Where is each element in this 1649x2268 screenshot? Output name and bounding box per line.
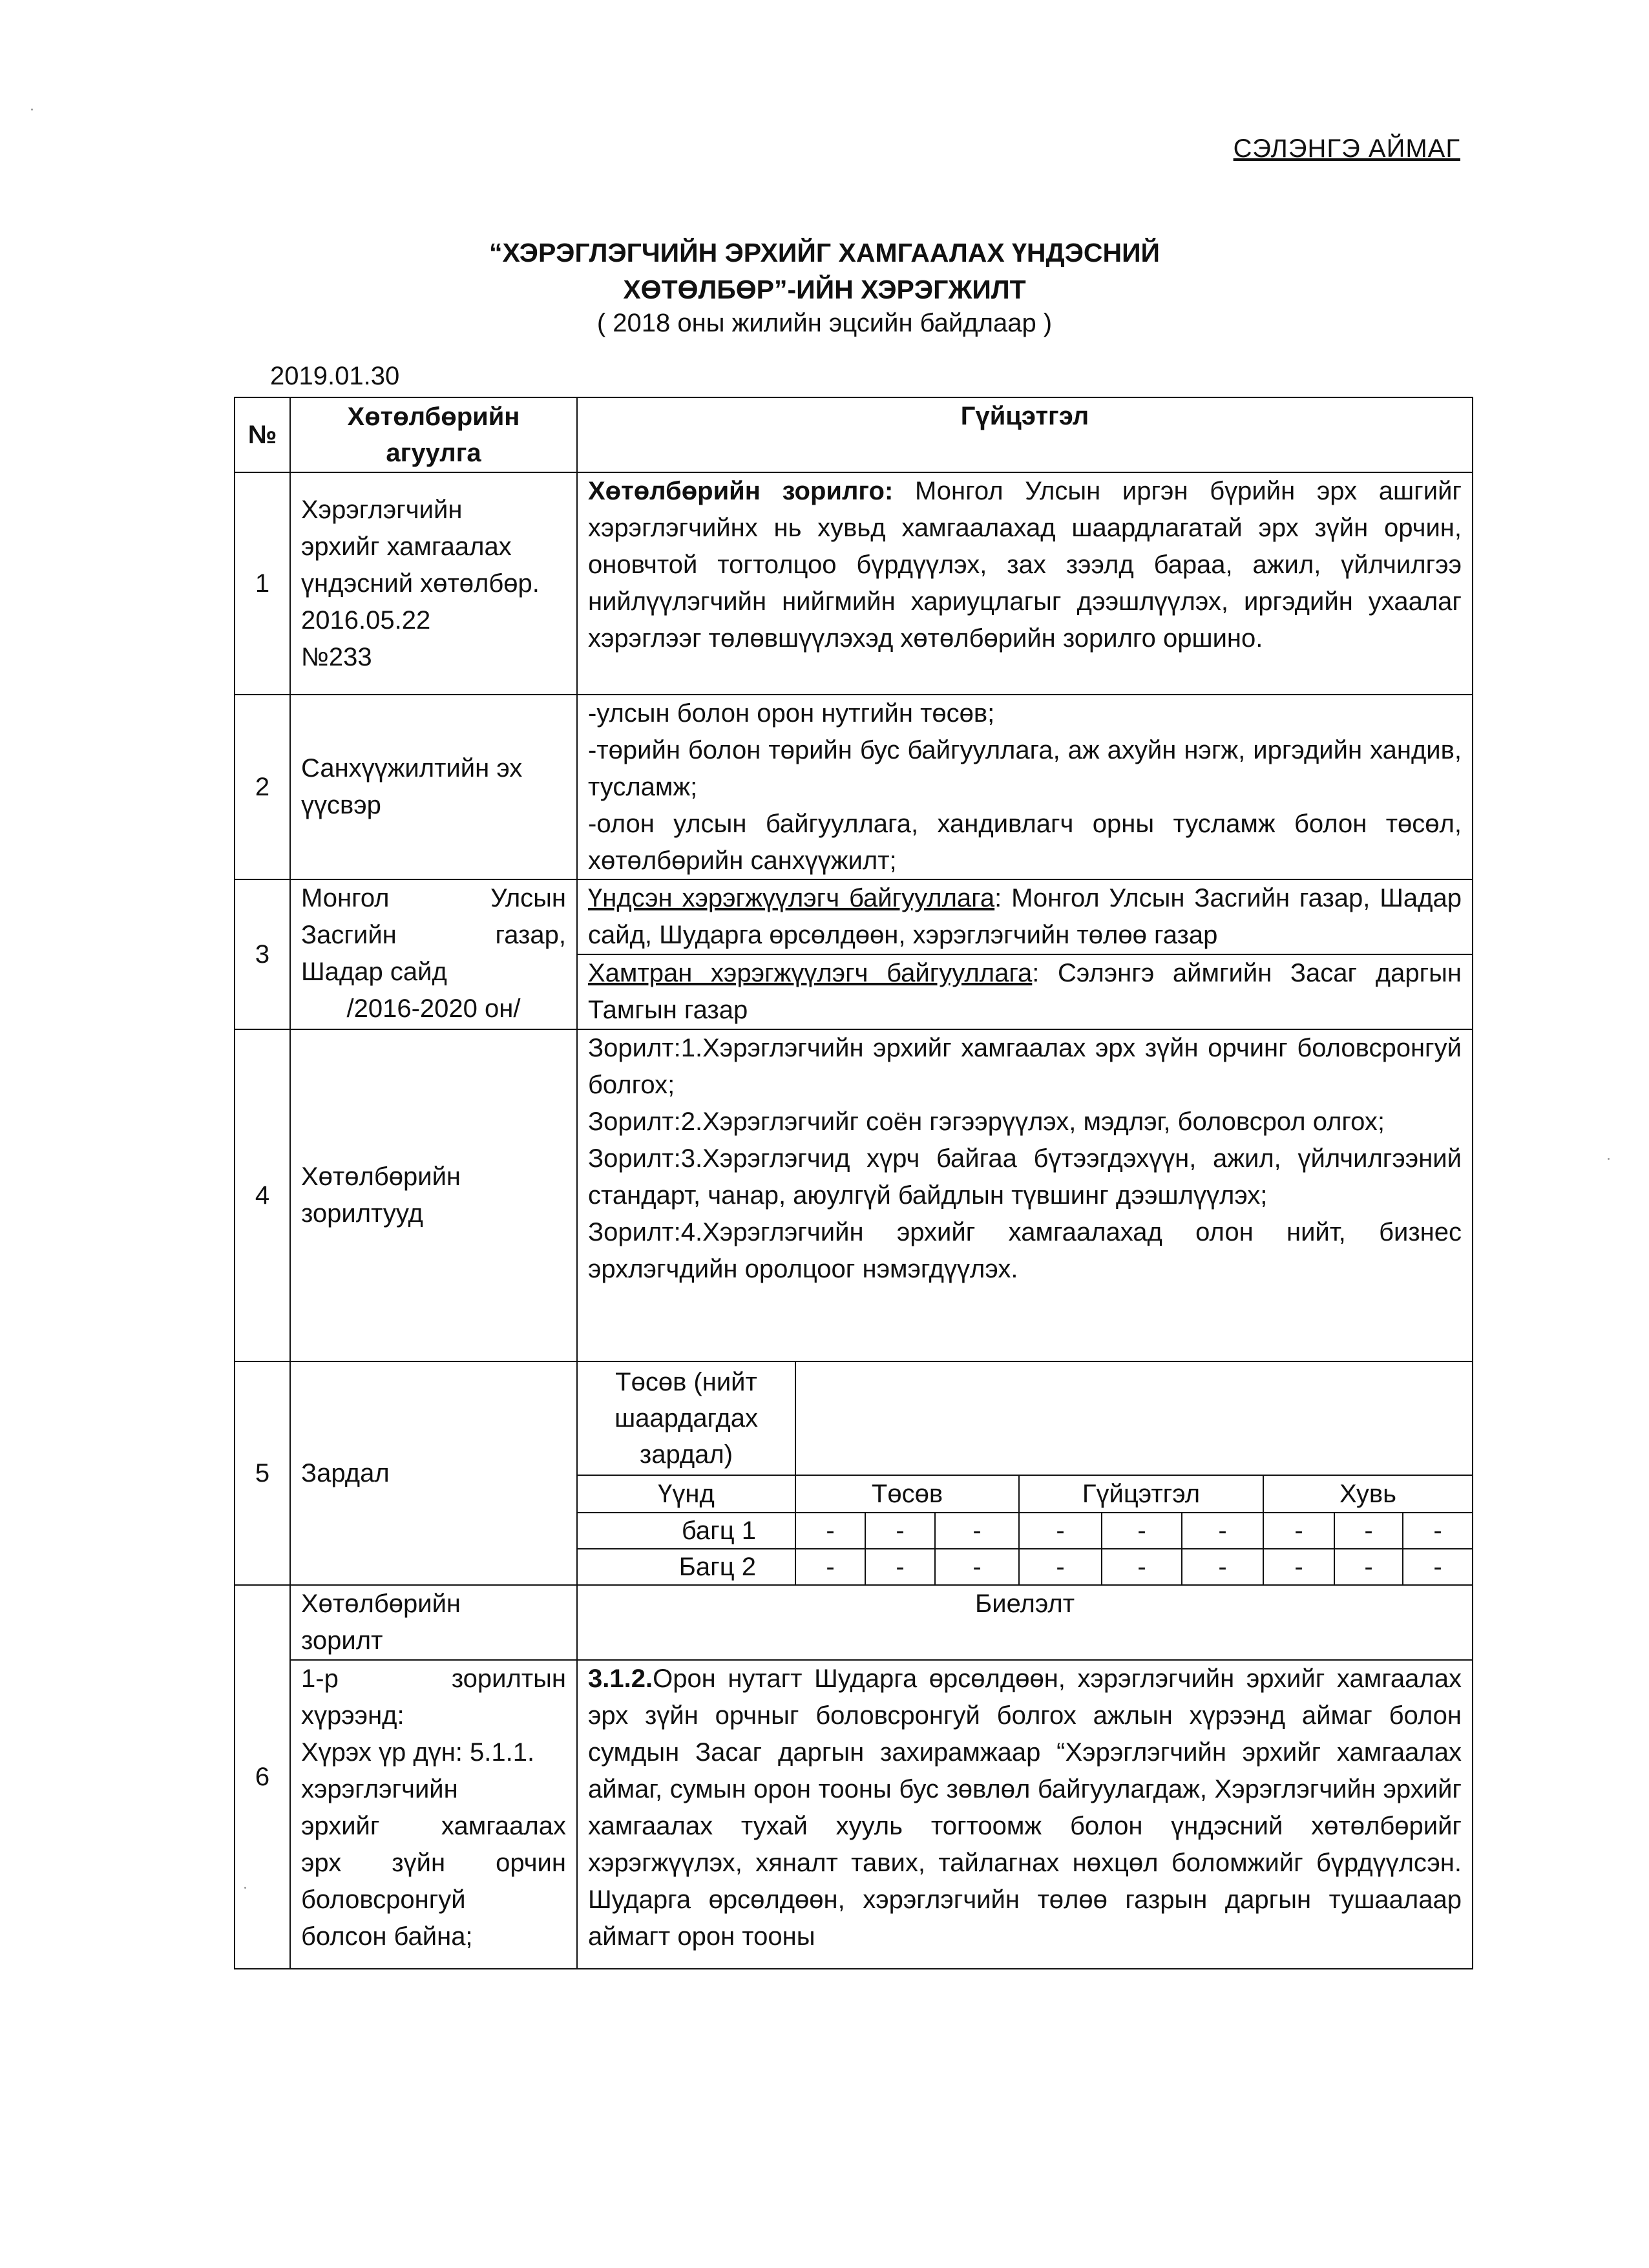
package-2-cell: -	[1334, 1548, 1403, 1586]
scan-speck	[31, 109, 33, 110]
scan-speck	[244, 1887, 246, 1889]
package-1-cell: -	[1334, 1512, 1403, 1549]
package-1-cell: -	[934, 1512, 1020, 1549]
row-3-content: Монгол Улсын Засгийн газар, Шадар сайд /2016-2020 он/	[289, 879, 578, 1030]
row-6-result-header: Биелэлт	[576, 1584, 1473, 1661]
budget-header: Төсөв (нийт шаардагдах зардал)	[576, 1361, 796, 1476]
package-1-cell: -	[795, 1512, 866, 1549]
row-5-number: 5	[234, 1361, 291, 1586]
sub-header-budget: Төсөв	[795, 1475, 1020, 1513]
sub-header-percent: Хувь	[1263, 1475, 1473, 1513]
row-3-co-implementer: Хамтран хэрэгжүүлэгч байгууллага: Сэлэнгэ аймгийн Засаг даргын Тамгын газар	[576, 954, 1473, 1030]
region-heading: СЭЛЭНГЭ АЙМАГ	[1233, 134, 1460, 163]
package-1-cell: -	[1101, 1512, 1182, 1549]
row-6-goal-header: Хөтөлбөрийн зорилт	[289, 1584, 578, 1661]
package-2-cell: -	[1402, 1548, 1473, 1586]
scan-speck	[1608, 1158, 1610, 1160]
row-1-number: 1	[234, 472, 291, 695]
package-1-name: багц 1	[576, 1512, 796, 1549]
document-title-line2: ХӨТӨЛБӨР”-ИЙН ХЭРЭГЖИЛТ	[623, 275, 1026, 304]
package-1-cell: -	[1263, 1512, 1335, 1549]
package-2-cell: -	[1263, 1548, 1335, 1586]
col-header-content: Хөтөлбөрийн агуулга	[289, 397, 578, 473]
report-date: 2019.01.30	[270, 362, 400, 390]
package-2-cell: -	[1101, 1548, 1182, 1586]
row-3-main-implementer: Үндсэн хэрэгжүүлэгч байгууллага: Монгол Улсын Засгийн газар, Шадар сайд, Шударга өрсөлдөөн, хэрэглэгчийн төлөө газар	[576, 879, 1473, 955]
row-4-execution: Зорилт:1.Хэрэглэгчийн эрхийг хамгаалах эрх зүйн орчинг боловсронгуй болгох; Зорилт:2.Хэрэглэгчийг соён гэгээрүүлэх, мэдлэг, боловсрол олгох; Зорилт:3.Хэрэглэгчид хүрч байгаа бүтээгдэхүүн, ажил, үйлчилгээний стандарт, чанар, аюулгүй байдлын түвшинг дээшлүүлэх; Зорилт:4.Хэрэглэгчийн эрхийг хамгаалахад олон нийт, бизнес эрхлэгчдийн оролцоог нэмэгдүүлэх.	[576, 1029, 1473, 1362]
document-subtitle: ( 2018 оны жилийн эцсийн байдлаар )	[596, 309, 1053, 337]
package-1-cell: -	[1018, 1512, 1102, 1549]
row-2-number: 2	[234, 694, 291, 880]
row-2-execution: -улсын болон орон нутгийн төсөв; -төрийн болон төрийн бус байгууллага, аж ахуйн нэгж, иргэдийн хандив, тусламж; -олон улсын байгууллага, хандивлагч орны тусламж болон төсөл, хөтөлбөрийн санхүүжилт;	[576, 694, 1473, 880]
package-1-cell: -	[1402, 1512, 1473, 1549]
row-3-number: 3	[234, 879, 291, 1030]
row-6-goal: 1-р зорилтын хүрээнд: Хүрэх үр дүн: 5.1.1. хэрэглэгчийн эрхийг хамгаалах эрх зүйн орчин боловсронгуй болсон байна;	[289, 1659, 578, 1969]
package-2-cell: -	[1018, 1548, 1102, 1586]
package-2-cell: -	[795, 1548, 866, 1586]
package-1-cell: -	[865, 1512, 936, 1549]
document-title-line1: “ХЭРЭГЛЭГЧИЙН ЭРХИЙГ ХАМГААЛАХ ҮНДЭСНИЙ	[488, 238, 1161, 268]
row-4-number: 4	[234, 1029, 291, 1362]
package-2-cell: -	[865, 1548, 936, 1586]
row-2-content: Санхүүжилтийн эх үүсвэр	[289, 694, 578, 880]
package-2-cell: -	[1181, 1548, 1264, 1586]
row-5-content: Зардал	[289, 1361, 578, 1586]
sub-header-performance: Гүйцэтгэл	[1018, 1475, 1264, 1513]
row-6-number: 6	[234, 1584, 291, 1969]
row-1-execution: Хөтөлбөрийн зорилго: Монгол Улсын иргэн бүрийн эрх ашгийг хэрэглэгчийнх нь хувьд хамгаалахад шаардлагатай эрх зүйн орчин, оновчтой тогтолцоо бүрдүүлэх, зах зээлд бараа, ажил, үйлчилгээ нийлүүлэгчийн нийгмийн хариуцлагыг дээшлүүлэх, иргэдийн ухаалаг хэрэглээг төлөвшүүлэхэд хөтөлбөрийн зорилго оршино.	[576, 472, 1473, 695]
row-6-result: 3.1.2.Орон нутагт Шударга өрсөлдөөн, хэрэглэгчийн эрхийг хамгаалах эрх зүйн орчныг боловсронгуй болгох ажлын хүрээнд аймаг болон сумдын Засаг даргын захирамжаар “Хэрэглэгчийн эрхийг хамгаалах аймаг, сумын орон тооны бус зөвлөл байгуулагдаж, Хэрэглэгчийн эрхийг хамгаалах тухай хууль тогтоомж болон үндэсний хөтөлбөрийг хэрэгжүүлэх, хяналт тавих, тайлагнах нөхцөл боломжийг бүрдүүлсэн. Шударга өрсөлдөөн, хэрэглэгчийн төлөө газрын даргын тушаалаар аймагт орон тооны	[576, 1659, 1473, 1969]
row-4-content: Хөтөлбөрийн зорилтууд	[289, 1029, 578, 1362]
row-1-content: Хэрэглэгчийн эрхийг хамгаалах үндэсний хөтөлбөр. 2016.05.22 №233	[289, 472, 578, 695]
package-1-cell: -	[1181, 1512, 1264, 1549]
col-header-no: №	[234, 397, 291, 473]
col-header-execution: Гүйцэтгэл	[576, 397, 1473, 473]
package-2-cell: -	[934, 1548, 1020, 1586]
sub-header-including: Үүнд	[576, 1475, 796, 1513]
package-2-name: Багц 2	[576, 1548, 796, 1586]
budget-value	[795, 1361, 1473, 1476]
